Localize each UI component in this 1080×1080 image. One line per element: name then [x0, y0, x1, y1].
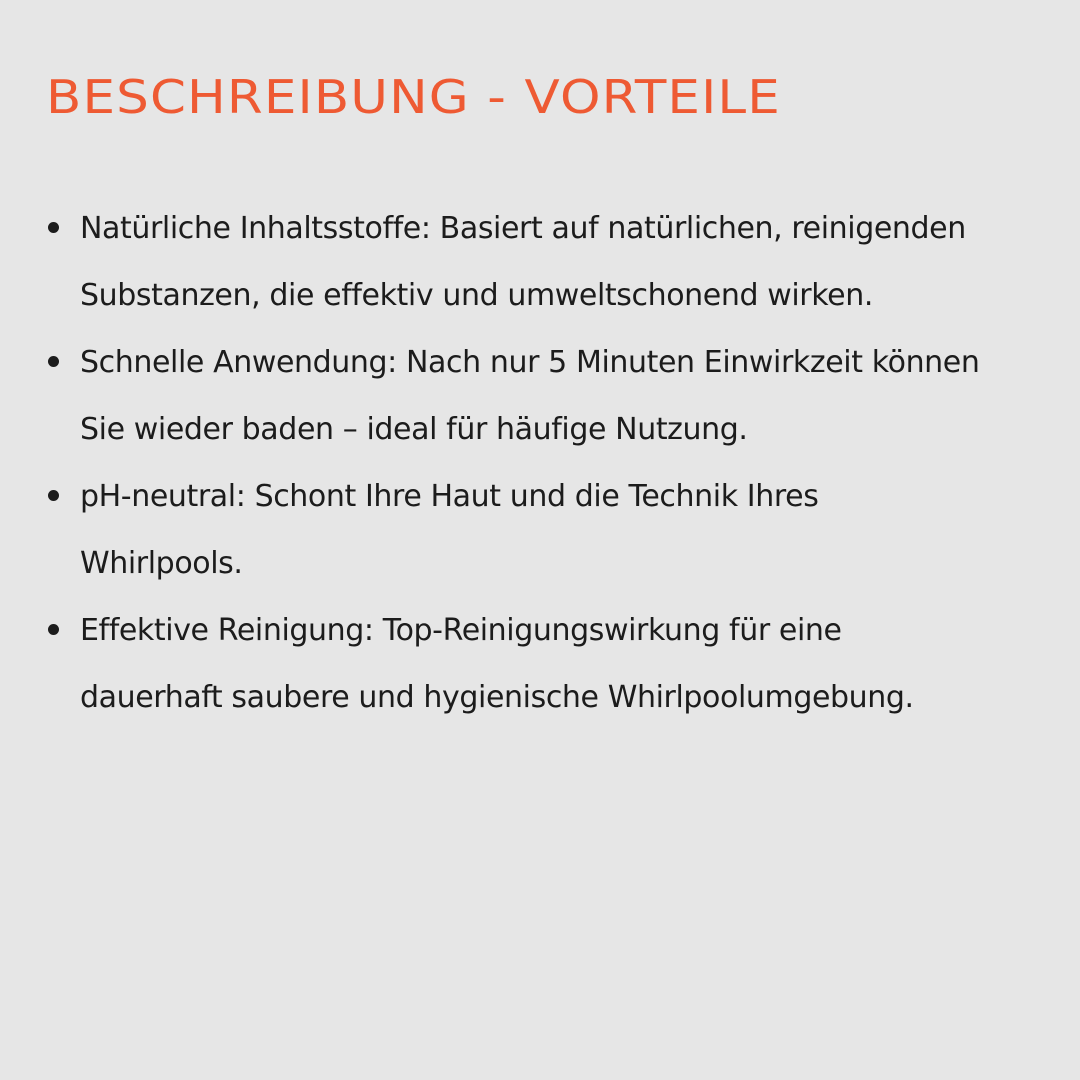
list-item-text: dauerhaft saubere und hygienische Whirlpoolumgebung.	[80, 680, 914, 715]
page-title: BESCHREIBUNG - VORTEILE	[46, 70, 781, 124]
benefits-list	[80, 195, 1080, 731]
list-item-text: Schnelle Anwendung: Nach nur 5 Minuten Einwirkzeit können	[80, 345, 980, 380]
list-item-text: Effektive Reinigung: Top-Reinigungswirkung für eine	[80, 613, 842, 648]
bullet-icon	[48, 356, 59, 367]
list-item-text: Substanzen, die effektiv und umweltschonend wirken.	[80, 278, 873, 313]
bullet-icon	[48, 624, 59, 635]
bullet-icon	[48, 222, 59, 233]
list-item	[80, 597, 1080, 731]
list-item-text: Whirlpools.	[80, 546, 243, 581]
list-item-text: pH-neutral: Schont Ihre Haut und die Technik Ihres	[80, 479, 819, 514]
list-item	[80, 463, 1080, 597]
list-item	[80, 329, 1080, 463]
list-item-text: Sie wieder baden – ideal für häufige Nutzung.	[80, 412, 748, 447]
list-item-text: Natürliche Inhaltsstoffe: Basiert auf natürlichen, reinigenden	[80, 211, 966, 246]
list-item	[80, 195, 1080, 329]
bullet-icon	[48, 490, 59, 501]
